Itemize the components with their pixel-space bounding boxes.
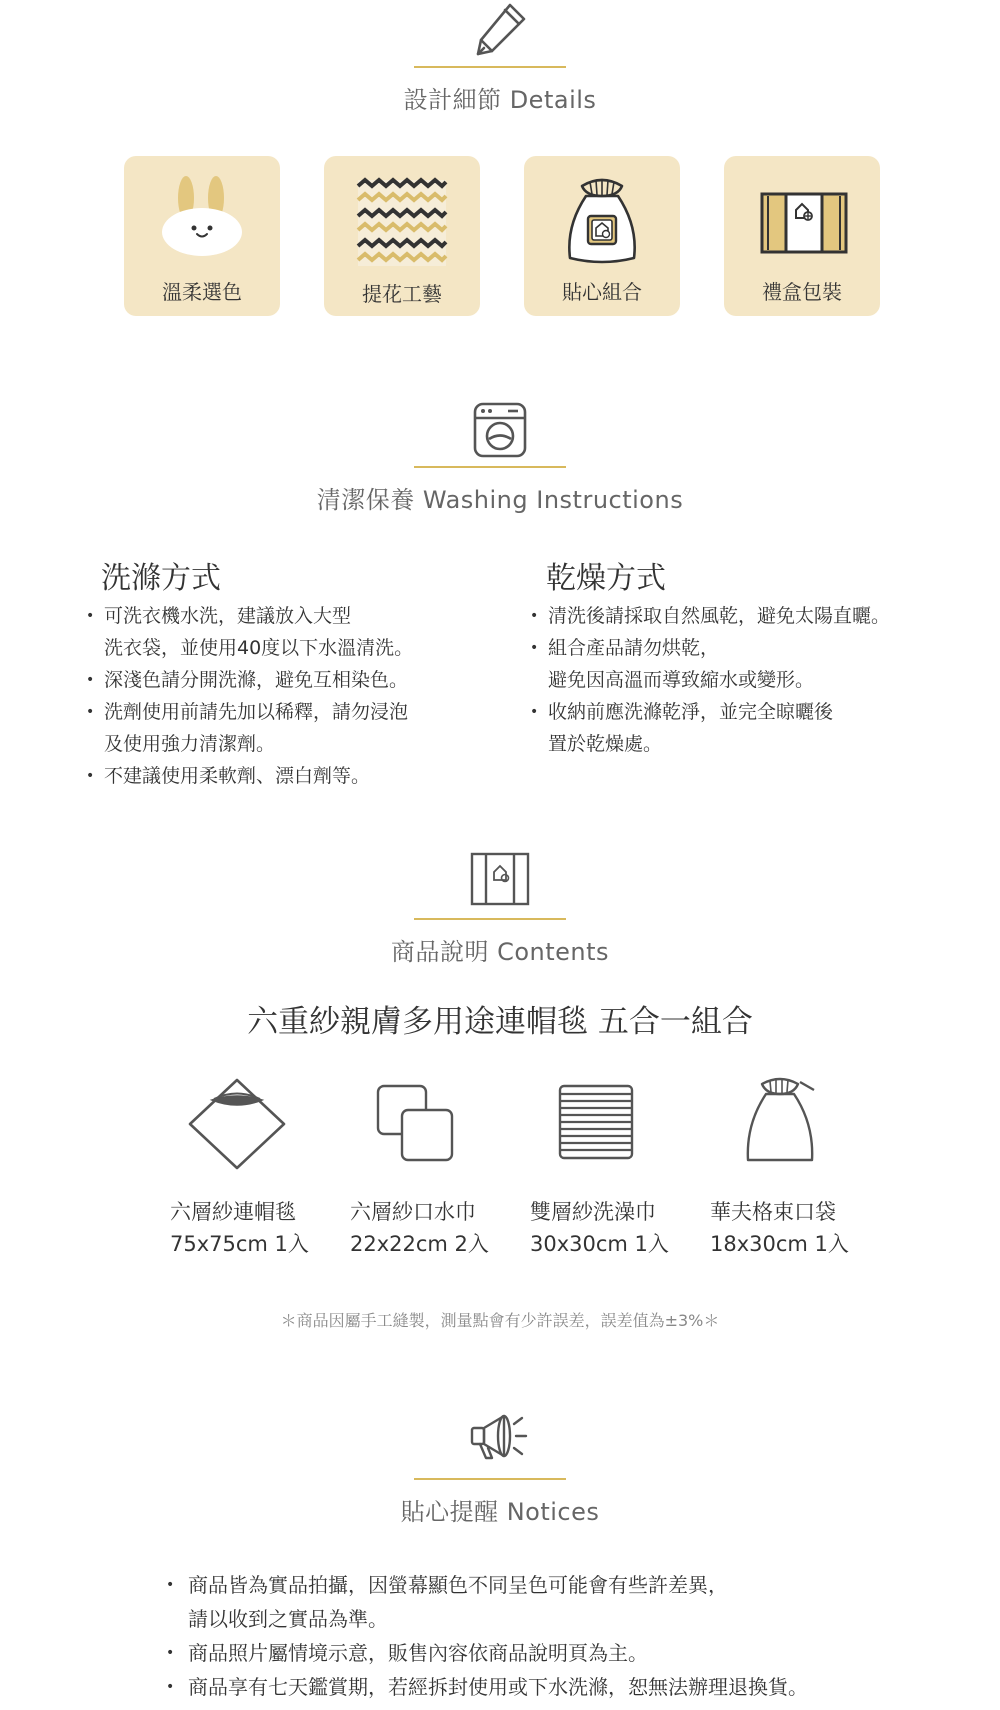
content-item-name: 雙層紗洗澡巾 <box>530 1200 656 1224</box>
list-item: • 商品皆為實品拍攝，因螢幕顯色不同呈色可能會有些許差異， 請以收到之實品為準。 <box>166 1568 808 1636</box>
list-item: • 不建議使用柔軟劑、漂白劑等。 <box>86 760 413 792</box>
section-title-notices: 貼心提醒 Notices <box>400 1498 600 1526</box>
detail-card-label: 禮盒包裝 <box>762 280 842 304</box>
list-item: • 洗劑使用前請先加以稀釋，請勿浸泡 及使用強力清潔劑。 <box>86 696 413 760</box>
megaphone-icon <box>470 1404 530 1464</box>
detail-card-jacquard <box>324 156 480 316</box>
section-title-contents: 商品說明 Contents <box>390 938 610 966</box>
drying-method-list <box>530 600 890 760</box>
striped-towel-icon <box>556 1064 636 1174</box>
detail-card-label: 提花工藝 <box>362 282 442 306</box>
washing-method-heading: 洗滌方式 <box>101 561 221 596</box>
drawstring-bag-icon <box>552 170 652 270</box>
section-divider <box>414 466 566 468</box>
notices-list <box>166 1568 808 1704</box>
bib-cloth-icon <box>372 1064 472 1174</box>
product-title: 六重紗親膚多用途連帽毯 五合一組合 <box>247 1004 753 1040</box>
pencil-icon <box>470 0 530 60</box>
hooded-blanket-icon <box>182 1064 292 1174</box>
content-item-spec: 75x75cm 1入 <box>170 1232 309 1256</box>
detail-card-giftbox <box>724 156 880 316</box>
content-item-spec: 22x22cm 2入 <box>350 1232 489 1256</box>
list-item: • 可洗衣機水洗，建議放入大型 洗衣袋，並使用40度以下水溫清洗。 <box>86 600 413 664</box>
bunny-icon <box>152 170 252 270</box>
jacquard-pattern-icon <box>352 170 452 270</box>
measurement-note: ＊商品因屬手工縫製，測量點會有少許誤差，誤差值為±3%＊ <box>280 1311 720 1330</box>
content-item-spec: 30x30cm 1入 <box>530 1232 669 1256</box>
detail-card-label: 溫柔選色 <box>162 280 242 304</box>
list-item: • 收納前應洗滌乾淨，並完全晾曬後 置於乾燥處。 <box>530 696 890 760</box>
gift-box-icon <box>752 170 852 270</box>
detail-card-combo <box>524 156 680 316</box>
list-item: • 深淺色請分開洗滌，避免互相染色。 <box>86 664 413 696</box>
washing-method-list <box>86 600 413 792</box>
list-item: • 組合產品請勿烘乾， 避免因高溫而導致縮水或變形。 <box>530 632 890 696</box>
section-title-washing: 清潔保養 Washing Instructions <box>316 486 684 514</box>
content-item-spec: 18x30cm 1入 <box>710 1232 849 1256</box>
list-item: • 商品享有七天鑑賞期，若經拆封使用或下水洗滌，恕無法辦理退換貨。 <box>166 1670 808 1704</box>
detail-card-color <box>124 156 280 316</box>
section-divider <box>414 918 566 920</box>
section-divider <box>414 66 566 68</box>
washing-machine-icon <box>470 400 530 460</box>
list-item: • 清洗後請採取自然風乾，避免太陽直曬。 <box>530 600 890 632</box>
drying-method-heading: 乾燥方式 <box>546 561 666 596</box>
drawstring-pouch-icon <box>740 1064 820 1174</box>
list-item: • 商品照片屬情境示意，販售內容依商品說明頁為主。 <box>166 1636 808 1670</box>
section-title-details: 設計細節 Details <box>403 86 597 114</box>
content-item-name: 六層紗連帽毯 <box>170 1200 296 1224</box>
content-item-name: 六層紗口水巾 <box>350 1200 476 1224</box>
box-icon <box>470 848 530 908</box>
content-item-name: 華夫格束口袋 <box>710 1200 836 1224</box>
section-divider <box>414 1478 566 1480</box>
detail-card-label: 貼心組合 <box>562 280 642 304</box>
